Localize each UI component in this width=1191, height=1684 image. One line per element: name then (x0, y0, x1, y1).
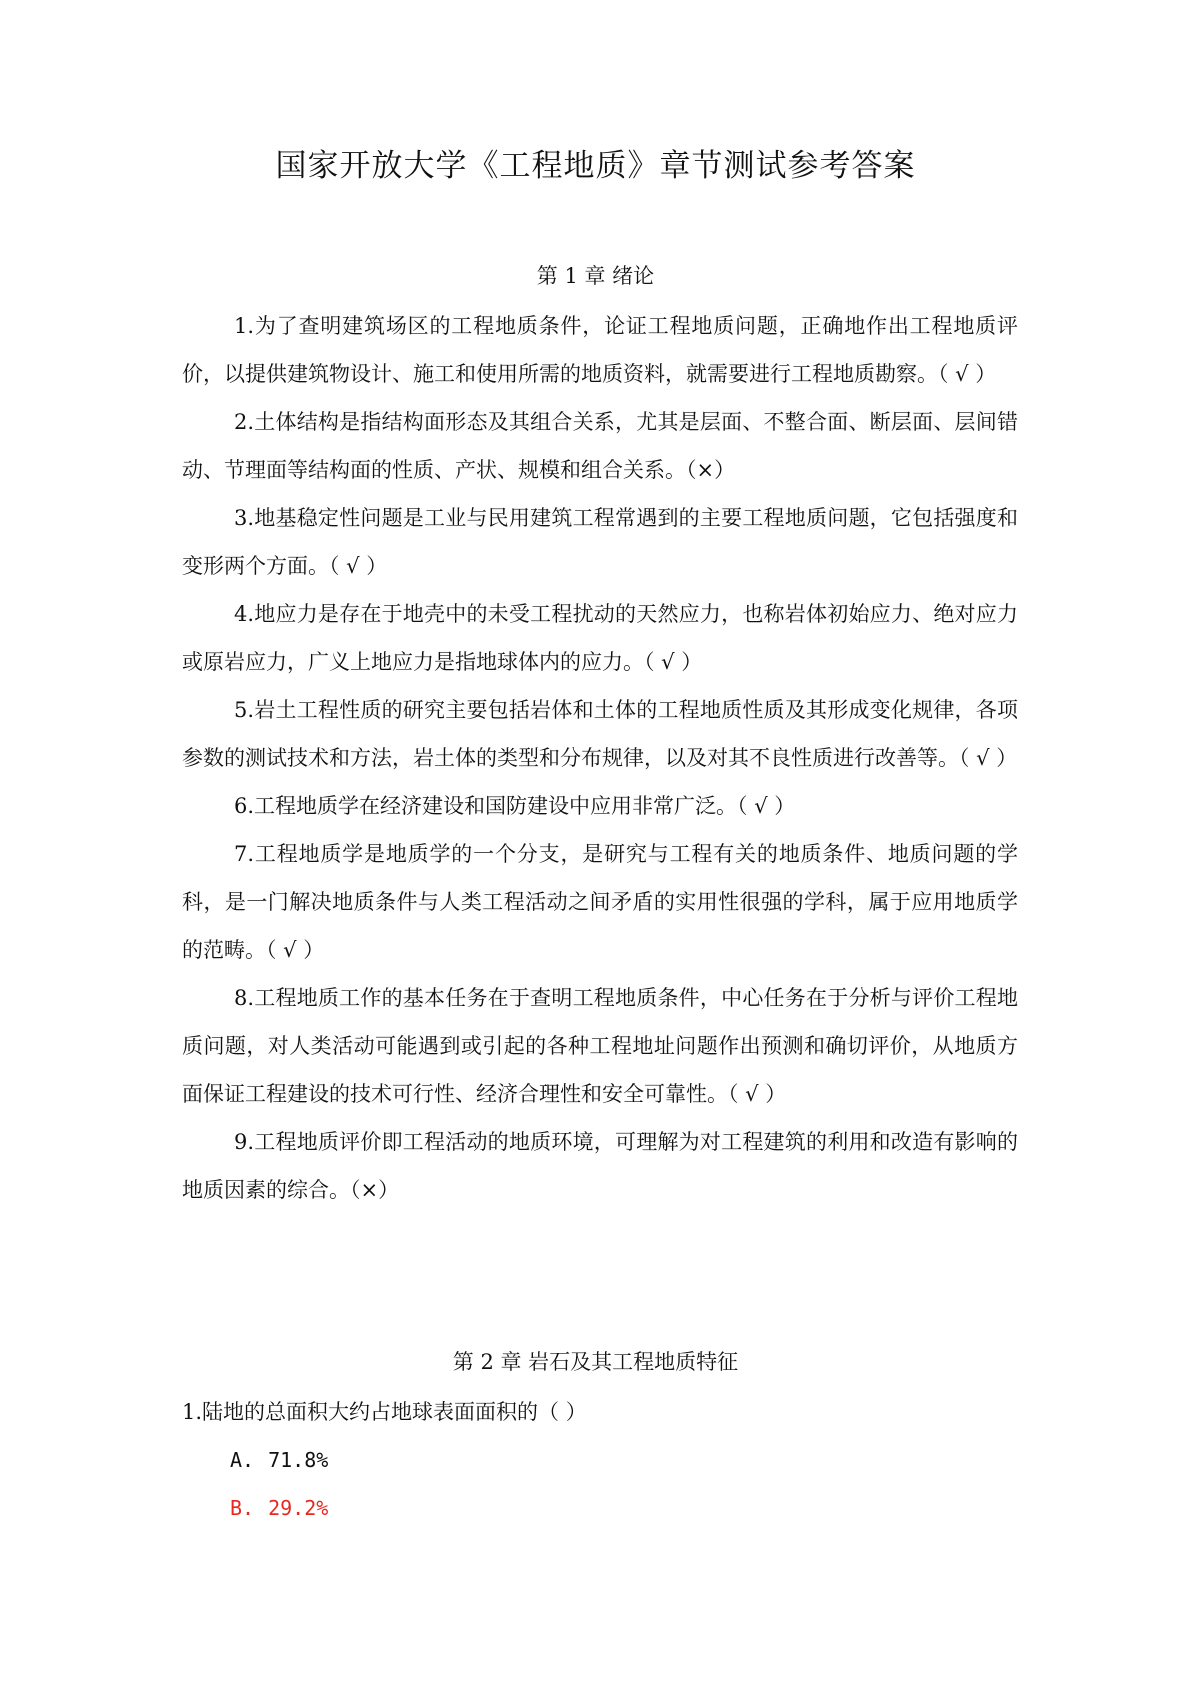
question-item: 7.工程地质学是地质学的一个分支，是研究与工程有关的地质条件、地质问题的学科，是一门解决地质条件与人类工程活动之间矛盾的实用性很强的学科，属于应用地质学的范畴。（ √ ） (182, 842, 1018, 962)
question-item: 2.土体结构是指结构面形态及其组合关系，尤其是层面、不整合面、断层面、层间错动、节理面等结构面的性质、产状、规模和组合关系。（×） (182, 410, 1018, 482)
answer-option-b-correct (182, 1484, 1018, 1532)
option-letter: A. (230, 1448, 255, 1472)
question-item: 5.岩土工程性质的研究主要包括岩体和土体的工程地质性质及其形成变化规律，各项参数的测试技术和方法，岩土体的类型和分布规律，以及对其不良性质进行改善等。（ √ ） (182, 698, 1018, 770)
question-item: 3.地基稳定性问题是工业与民用建筑工程常遇到的主要工程地质问题，它包括强度和变形两个方面。（ √ ） (182, 506, 1018, 578)
chapter-1-questions (182, 302, 1018, 1214)
document-title: 国家开放大学《工程地质》章节测试参考答案 (275, 148, 916, 184)
chapter-2-questions (182, 1388, 1018, 1532)
question-item: 9.工程地质评价即工程活动的地质环境，可理解为对工程建筑的利用和改造有影响的地质因素的综合。（×） (182, 1130, 1018, 1202)
answer-option-a (182, 1436, 1018, 1484)
question-item: 8.工程地质工作的基本任务在于查明工程地质条件，中心任务在于分析与评价工程地质问题，对人类活动可能遇到或引起的各种工程地址问题作出预测和确切评价，从地质方面保证工程建设的技术可行性、经济合理性和安全可靠性。（ √ ） (182, 986, 1018, 1106)
question-item: 6.工程地质学在经济建设和国防建设中应用非常广泛。（ √ ） (234, 794, 796, 818)
question-item: 4.地应力是存在于地壳中的未受工程扰动的天然应力，也称岩体初始应力、绝对应力或原岩应力，广义上地应力是指地球体内的应力。（ √ ） (182, 602, 1018, 674)
question-item: 1.为了查明建筑场区的工程地质条件，论证工程地质问题，正确地作出工程地质评价，以提供建筑物设计、施工和使用所需的地质资料，就需要进行工程地质勘察。（ √ ） (182, 314, 1018, 386)
chapter-1-heading: 第 1 章 绪论 (536, 264, 655, 288)
option-letter: B. (230, 1496, 255, 1520)
option-value: 71.8% (268, 1448, 329, 1472)
option-value: 29.2% (268, 1496, 329, 1520)
chapter-2-heading: 第 2 章 岩石及其工程地质特征 (452, 1350, 739, 1374)
question-item: 1.陆地的总面积大约占地球表面面积的（ ） (182, 1400, 587, 1424)
